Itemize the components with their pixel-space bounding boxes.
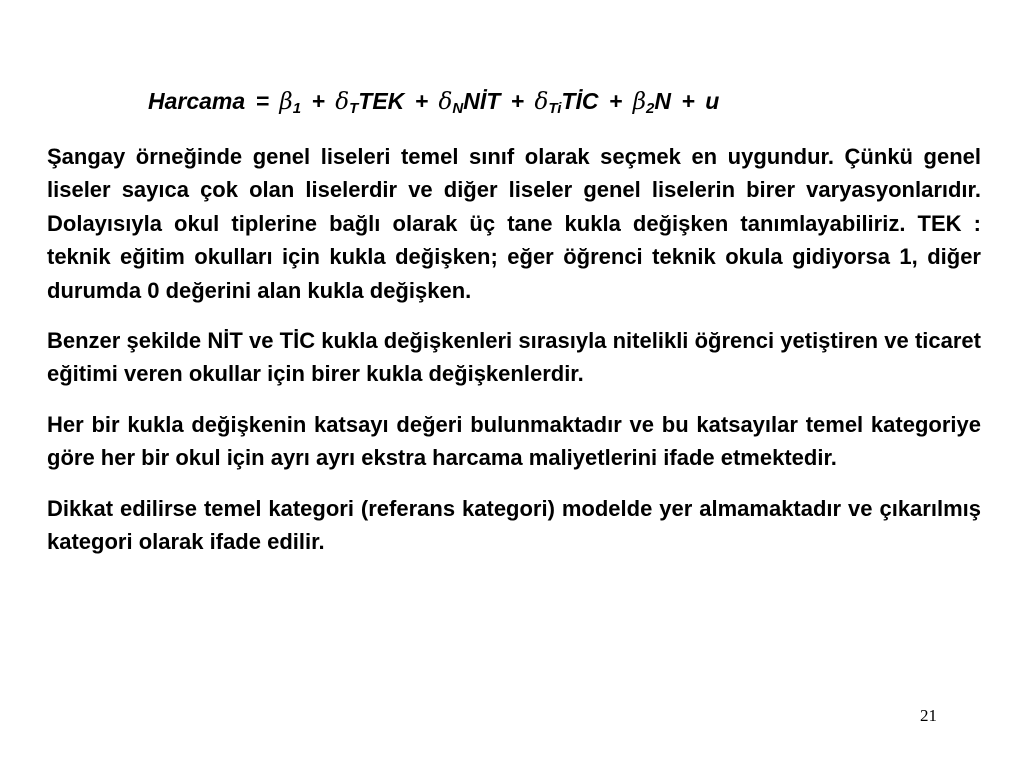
formula-delta-ti-sub: Ti bbox=[548, 100, 562, 117]
formula-delta-n-sub: N bbox=[452, 100, 464, 117]
formula-var-tic: TİC bbox=[561, 88, 599, 114]
formula-var-tek: TEK bbox=[358, 88, 405, 114]
paragraph-reference-category: Dikkat edilirse temel kategori (referans kategori) modelde yer almamaktadır ve çıkarılmış kategori olarak ifade edilir. bbox=[47, 495, 981, 555]
formula-delta-n: δ bbox=[438, 89, 453, 115]
paragraph-coefficients: Her bir kukla değişkenin katsayı değeri bulunmaktadır ve bu katsayılar temel kategoriye göre her bir okul için ayrı ayrı ekstra harcama maliyetlerini ifade etmektedir. bbox=[47, 411, 981, 471]
formula-var-n: N bbox=[654, 88, 671, 114]
formula-equals: = bbox=[255, 88, 270, 114]
formula-plus: + bbox=[608, 88, 623, 114]
formula-plus: + bbox=[681, 88, 695, 114]
formula-plus: + bbox=[311, 88, 325, 114]
formula-beta2: β bbox=[632, 89, 646, 115]
formula-plus: + bbox=[414, 88, 429, 114]
formula-beta2-sub: 2 bbox=[646, 100, 655, 117]
formula-delta-t: δ bbox=[335, 89, 350, 115]
regression-formula bbox=[148, 86, 719, 117]
formula-error-term: u bbox=[705, 88, 720, 114]
formula-lhs: Harcama bbox=[148, 88, 246, 114]
paragraph-base-category: Şangay örneğinde genel liseleri temel sınıf olarak seçmek en uygundur. Çünkü genel liseler sayıca çok olan liselerdir ve diğer liseler genel liselerin birer varyasyonlarıdır. Dolayısıyla okul tiplerine bağlı olarak üç tane kukla değişken tanımlayabiliriz. TEK : teknik eğitim okulları için kukla değişken; eğer öğrenci teknik okula gidiyorsa 1, diğer durumda 0 değerini alan kukla değişken. bbox=[47, 144, 981, 303]
formula-plus: + bbox=[510, 88, 525, 114]
slide-body bbox=[47, 140, 981, 575]
formula-beta1: β bbox=[279, 89, 293, 115]
formula-var-nit: NİT bbox=[463, 88, 501, 114]
formula-beta1-sub: 1 bbox=[292, 100, 302, 117]
paragraph-nit-tic: Benzer şekilde NİT ve TİC kukla değişkenleri sırasıyla nitelikli öğrenci yetiştiren ve ticaret eğitimi veren okullar için birer kukla değişkenlerdir. bbox=[47, 328, 981, 387]
formula-delta-ti: δ bbox=[534, 89, 549, 115]
page-number: 21 bbox=[920, 706, 937, 725]
formula-delta-t-sub: T bbox=[349, 100, 359, 117]
